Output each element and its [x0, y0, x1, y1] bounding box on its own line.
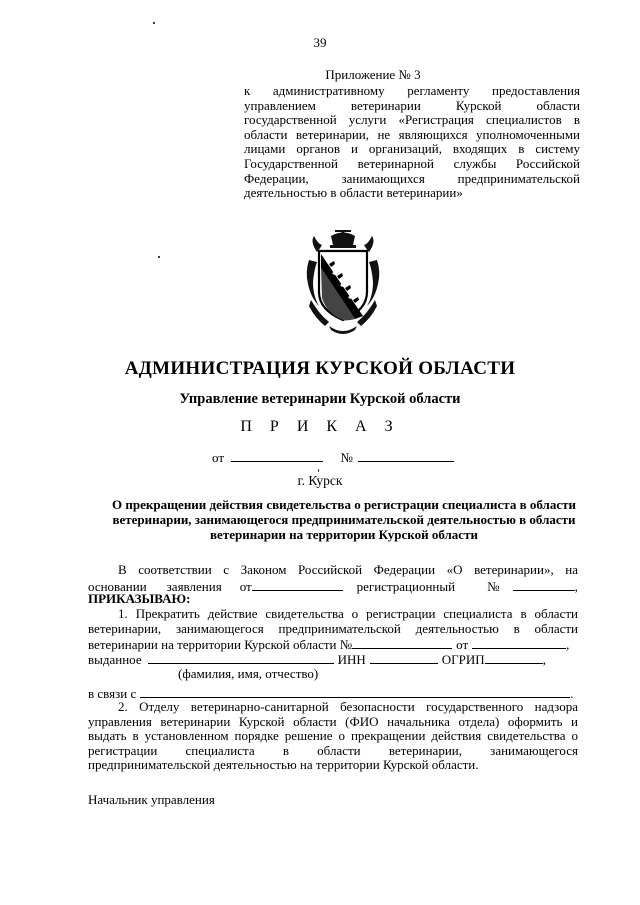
reg-no-sign: № — [487, 578, 500, 594]
basis-word: основании — [88, 578, 147, 594]
name-hint: (фамилия, имя, отчество) — [178, 666, 319, 681]
order-date-number-line — [212, 449, 454, 466]
certificate-number-blank — [352, 636, 452, 649]
appendix-title: Приложение № 3 — [325, 67, 421, 82]
issued-name-blank — [148, 651, 334, 664]
city-line: г. Курск — [297, 473, 343, 488]
ogrip-blank — [485, 651, 543, 664]
reason-blank — [140, 685, 570, 698]
reason-period: . — [570, 686, 574, 701]
appendix-line: деятельностью в области ветеринарии» — [244, 185, 463, 201]
appendix-line: Федерации, занимающихся предпринимательской — [244, 170, 580, 186]
basis-comma: , — [574, 578, 578, 594]
appendix-line: лицами органов и организаций, входящих в систему — [244, 141, 580, 157]
item1-end-comma: , — [542, 651, 546, 667]
order-heading: П Р И К А З — [240, 418, 400, 435]
item-1 — [88, 607, 578, 665]
item1-line-3 — [88, 636, 578, 651]
item1-comma: , — [566, 637, 570, 653]
appendix-line: к административному регламенту предоставления — [244, 83, 580, 98]
paragraph-basis — [88, 563, 578, 607]
reason-line — [88, 685, 578, 700]
appendix-line: области ветеринарии, не являющихся уполномоченными — [244, 126, 580, 142]
reason-label: в связи с — [88, 686, 137, 701]
ogrip-label: ОГРИП — [441, 651, 485, 667]
coat-of-arms-emblem — [305, 230, 381, 336]
subject-line: ветеринарии, занимающегося предпринимательской деятельностью в области — [112, 512, 576, 528]
administration-title: АДМИНИСТРАЦИЯ КУРСКОЙ ОБЛАСТИ — [124, 358, 516, 379]
scan-speck — [158, 256, 160, 258]
number-blank — [358, 449, 454, 462]
item2-line: выдать в установленном порядке решение о прекращении действия свидетельства о — [88, 728, 578, 744]
item2-line: управления ветеринарии Курской области (ФИО начальника отдела) оформить и — [88, 713, 578, 729]
basis-line: В соответствии с Законом Российской Федерации «О ветеринарии», на — [118, 562, 578, 577]
item1-line-4 — [88, 651, 578, 666]
from-word: от — [239, 578, 252, 594]
item2-line: предпринимательской деятельностью на территории Курской области. — [88, 757, 479, 773]
scan-speck — [153, 22, 155, 24]
item-2 — [88, 700, 578, 773]
certificate-date-blank — [472, 636, 566, 649]
subject-line: О прекращении действия свидетельства о регистрации специалиста в области — [112, 497, 576, 512]
order-word: ПРИКАЗЫВАЮ: — [88, 591, 191, 607]
date-blank — [231, 449, 323, 462]
reg-number-blank — [513, 578, 574, 591]
statement-date-blank — [252, 578, 343, 591]
appendix-text — [244, 84, 580, 201]
basis-line-2 — [88, 578, 578, 593]
scan-speck — [318, 469, 319, 472]
number-label: № — [340, 450, 353, 465]
signature-title: Начальник управления — [88, 792, 215, 807]
item2-line: регистрации специалиста в области ветеринарии, занимающегося — [88, 742, 578, 758]
certificate-from-word: от — [456, 637, 469, 653]
statement-word: заявления — [166, 578, 222, 594]
reg-word: регистрационный — [356, 578, 456, 594]
page-number: 39 — [313, 35, 327, 50]
appendix-line: Государственной ветеринарной службы Российской — [244, 155, 580, 171]
department-title: Управление ветеринарии Курской области — [179, 391, 461, 407]
appendix-line: государственной услуги «Регистрация специалистов в — [244, 112, 580, 128]
item1-line: 1. Прекратить действие свидетельства о регистрации специалиста в области — [118, 606, 578, 621]
order-subject — [94, 497, 594, 543]
item2-line: 2. Отделу ветеринарно-санитарной безопасности государственного надзора — [118, 699, 578, 714]
issued-word: выданное — [88, 651, 142, 667]
item1-line: ветеринарии, занимающегося предпринимательской деятельностью в области — [88, 620, 578, 636]
date-label: от — [212, 450, 225, 465]
inn-label: ИНН — [337, 651, 366, 667]
item1-certificate-text: ветеринарии на территории Курской области № — [88, 637, 353, 653]
inn-blank — [370, 651, 438, 664]
subject-line: ветеринарии на территории Курской области — [210, 527, 478, 543]
appendix-line: управлением ветеринарии Курской области — [244, 97, 580, 113]
